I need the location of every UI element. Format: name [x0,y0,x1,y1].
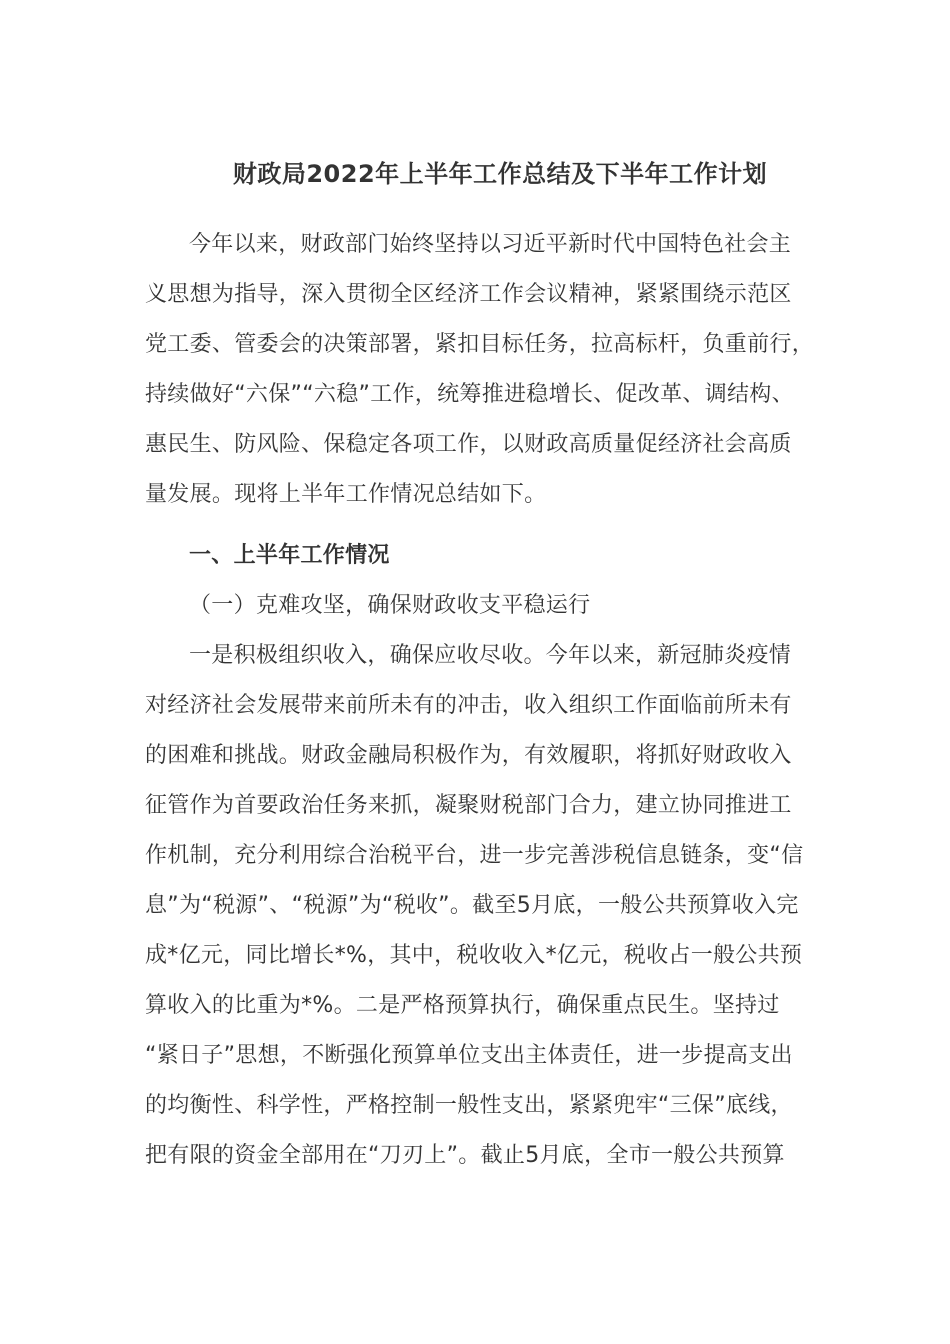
paragraph-line: 息”为“税源”、“税源”为“税收”。截至5月底，一般公共预算收入完 [145,893,799,918]
subsection-heading: （一）克难攻坚，确保财政收支平稳运行 [189,593,591,618]
paragraph-line: 党工委、管委会的决策部署，紧扣目标任务，拉高标杆，负重前行， [145,332,815,357]
paragraph-line: 一是积极组织收入，确保应收尽收。今年以来，新冠肺炎疫情 [189,643,792,668]
document-title: 财政局2022年上半年工作总结及下半年工作计划 [232,160,768,188]
paragraph-line: 惠民生、防风险、保稳定各项工作，以财政高质量促经济社会高质 [145,432,792,457]
paragraph-line: 对经济社会发展带来前所未有的冲击，收入组织工作面临前所未有 [145,693,792,718]
paragraph-line: “紧日子”思想，不断强化预算单位支出主体责任，进一步提高支出 [145,1043,793,1068]
paragraph-line: 量发展。现将上半年工作情况总结如下。 [145,482,547,507]
paragraph-line: 作机制，充分利用综合治税平台，进一步完善涉税信息链条，变“信 [145,843,804,868]
paragraph-line: 把有限的资金全部用在“刀刃上”。截止5月底，全市一般公共预算 [145,1143,785,1168]
paragraph-line: 的困难和挑战。财政金融局积极作为，有效履职，将抓好财政收入 [145,743,792,768]
section-heading: 一、上半年工作情况 [189,543,390,568]
paragraph-line: 成*亿元，同比增长*%，其中，税收收入*亿元，税收占一般公共预 [145,943,803,968]
paragraph-line: 今年以来，财政部门始终坚持以习近平新时代中国特色社会主 [189,232,792,257]
paragraph-line: 算收入的比重为*%。二是严格预算执行，确保重点民生。坚持过 [145,993,780,1018]
paragraph-line: 义思想为指导，深入贯彻全区经济工作会议精神，紧紧围绕示范区 [145,282,792,307]
paragraph-line: 征管作为首要政治任务来抓，凝聚财税部门合力，建立协同推进工 [145,793,792,818]
paragraph-line: 持续做好“六保”“六稳”工作，统筹推进稳增长、促改革、调结构、 [145,382,794,407]
paragraph-line: 的均衡性、科学性，严格控制一般性支出，紧紧兜牢“三保”底线， [145,1093,793,1118]
